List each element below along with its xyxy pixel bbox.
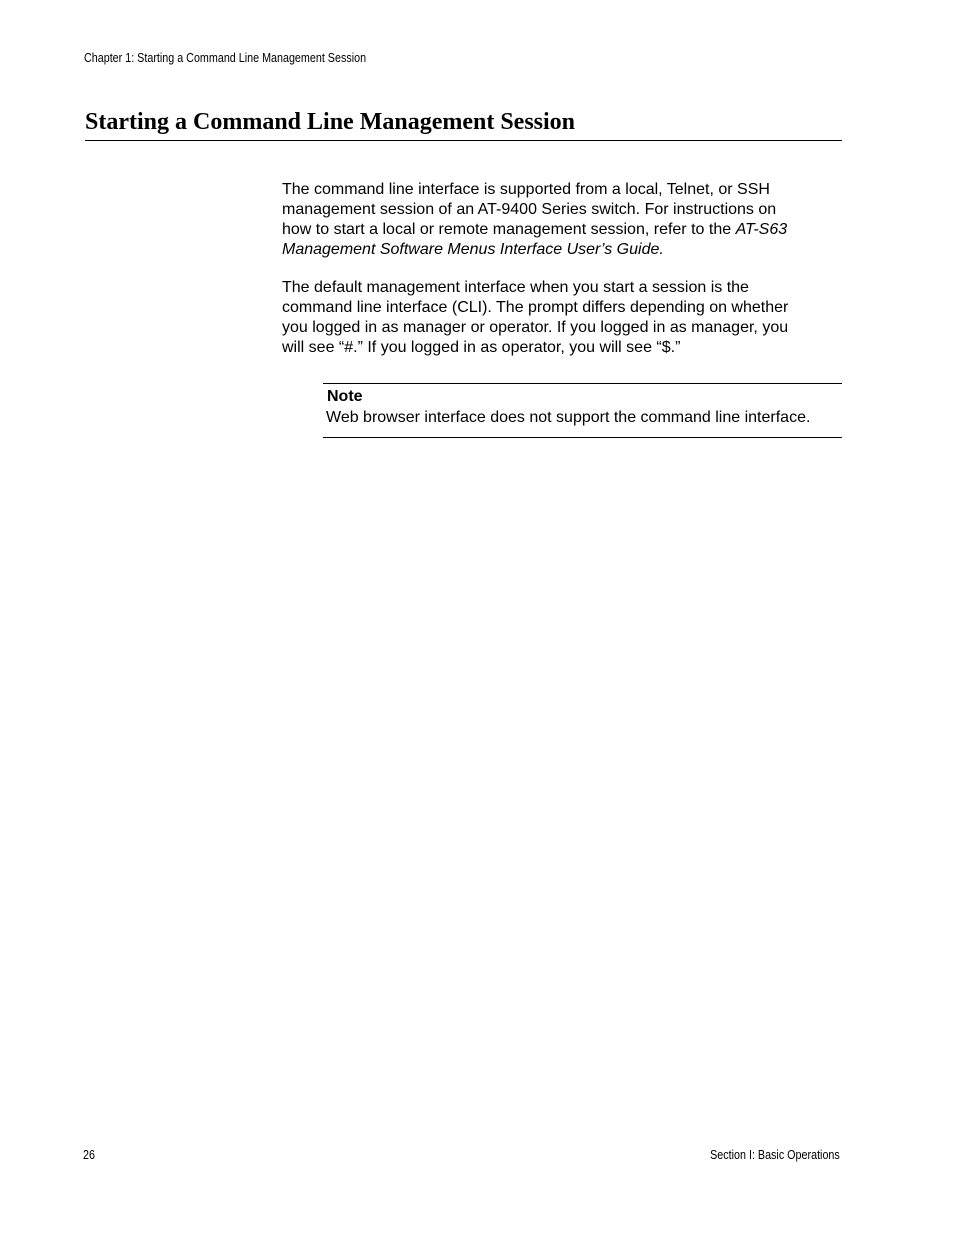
note-box: [323, 383, 842, 438]
note-text: Web browser interface does not support the command line interface.: [326, 409, 811, 426]
intro-paragraph: [282, 180, 842, 260]
paragraph-line: you logged in as manager or operator. If you logged in as manager, you: [282, 319, 789, 336]
paragraph-line: [282, 220, 842, 240]
paragraph-line: will see “#.” If you logged in as operator, you will see “$.”: [282, 339, 681, 356]
paragraph-line: command line interface (CLI). The prompt differs depending on whether: [282, 299, 789, 316]
running-footer: Section I: Basic Operations: [710, 1148, 840, 1162]
paragraph-line: The command line interface is supported from a local, Telnet, or SSH: [282, 181, 770, 198]
guide-title-reference: Management Software Menus Interface User’s Guide.: [282, 241, 664, 258]
page-number: 26: [83, 1148, 95, 1162]
paragraph-line: management session of an AT-9400 Series switch. For instructions on: [282, 201, 777, 218]
paragraph-line: The default management interface when you start a session is the: [282, 279, 749, 296]
running-header: Chapter 1: Starting a Command Line Management Session: [84, 51, 367, 65]
guide-title-reference: AT-S63: [735, 221, 788, 238]
note-label: Note: [327, 388, 363, 405]
paragraph-line-text: how to start a local or remote management session, refer to the: [282, 221, 736, 238]
paragraph-line: [282, 240, 842, 260]
title-rule: [85, 140, 842, 141]
prompt-paragraph: [282, 278, 842, 358]
section-title: Starting a Command Line Management Session: [85, 109, 576, 135]
